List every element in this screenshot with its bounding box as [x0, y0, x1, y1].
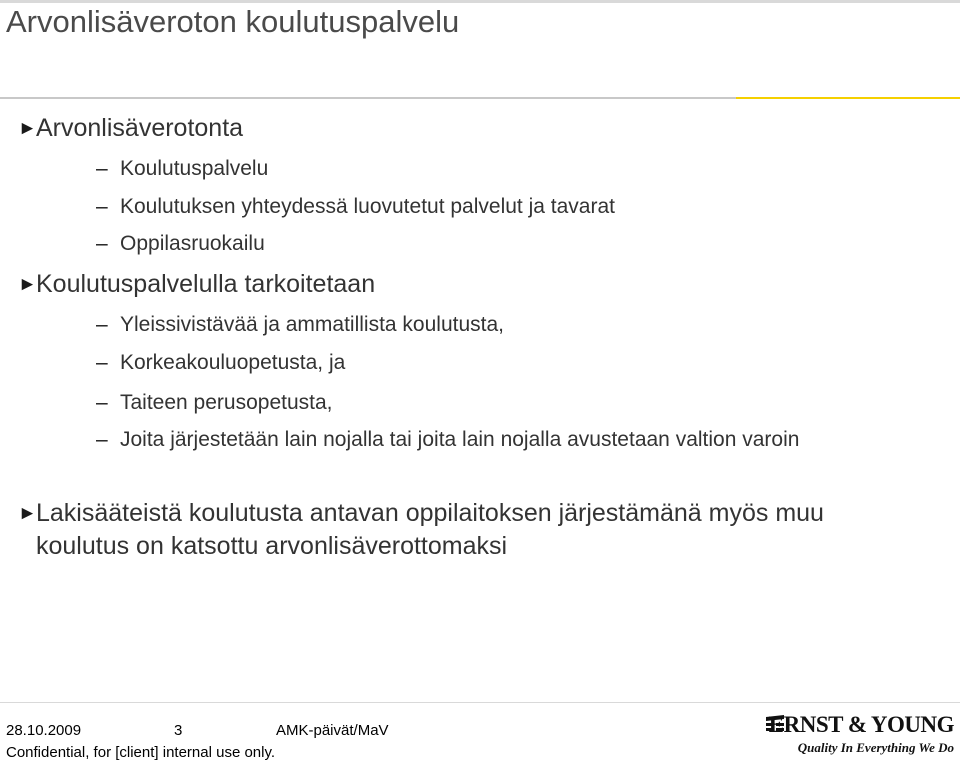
- footer-confidential: Confidential, for [client] internal use only.: [6, 744, 276, 761]
- dash-icon: –: [96, 313, 108, 336]
- bullet-level2: [96, 424, 896, 455]
- bullet-text: Korkeakouluopetusta, ja: [120, 351, 346, 374]
- top-rule: [0, 0, 960, 3]
- triangle-right-icon: ►: [18, 503, 37, 524]
- bullet-text: Oppilasruokailu: [120, 232, 265, 255]
- bullet-level2: [96, 309, 916, 340]
- bullet-text: Yleissivistävää ja ammatillista koulutusta,: [120, 313, 504, 336]
- triangle-right-icon: ►: [18, 118, 37, 139]
- slide-title: Arvonlisäveroton koulutuspalvelu: [6, 4, 460, 39]
- bullet-text: Arvonlisäverotonta: [36, 114, 244, 142]
- bullet-level1: [18, 268, 918, 301]
- bullet-text: Joita järjestetään lain nojalla tai joita lain nojalla avustetaan valtion varoin: [120, 428, 800, 451]
- ernst-young-logo: [764, 712, 954, 760]
- title-rule: [0, 97, 736, 99]
- title-rule-accent: [736, 97, 960, 99]
- bullet-level2: [96, 153, 916, 184]
- bullet-text: Koulutuspalvelulla tarkoitetaan: [36, 270, 376, 298]
- dash-icon: –: [96, 157, 108, 180]
- bullet-level2: [96, 228, 916, 259]
- bullet-text: Koulutuksen yhteydessä luovutetut palvelut ja tavarat: [120, 195, 615, 218]
- dash-icon: –: [96, 232, 108, 255]
- footer-date: 28.10.2009: [6, 722, 82, 739]
- footer-event: AMK-päivät/MaV: [276, 722, 389, 739]
- bullet-level1: [18, 497, 908, 563]
- logo-name: ERNST & YOUNG: [768, 712, 954, 737]
- bullet-text: Koulutuspalvelu: [120, 157, 269, 180]
- footer-rule: [0, 702, 960, 703]
- logo-tagline: Quality In Everything We Do: [797, 740, 954, 755]
- bullet-text: Lakisääteistä koulutusta antavan oppilaitoksen järjestämänä myös muu koulutus on katsottu arvonlisäverottomaksi: [36, 499, 824, 560]
- dash-icon: –: [96, 351, 108, 374]
- bullet-level2: [96, 191, 916, 222]
- dash-icon: –: [96, 428, 108, 451]
- bullet-level2: [96, 347, 916, 378]
- triangle-right-icon: ►: [18, 274, 37, 295]
- dash-icon: –: [96, 195, 108, 218]
- bullet-level1: [18, 112, 918, 145]
- footer-page-number: 3: [174, 722, 183, 739]
- bullet-level2: [96, 387, 916, 418]
- bullet-text: Taiteen perusopetusta,: [120, 391, 333, 414]
- dash-icon: –: [96, 391, 108, 414]
